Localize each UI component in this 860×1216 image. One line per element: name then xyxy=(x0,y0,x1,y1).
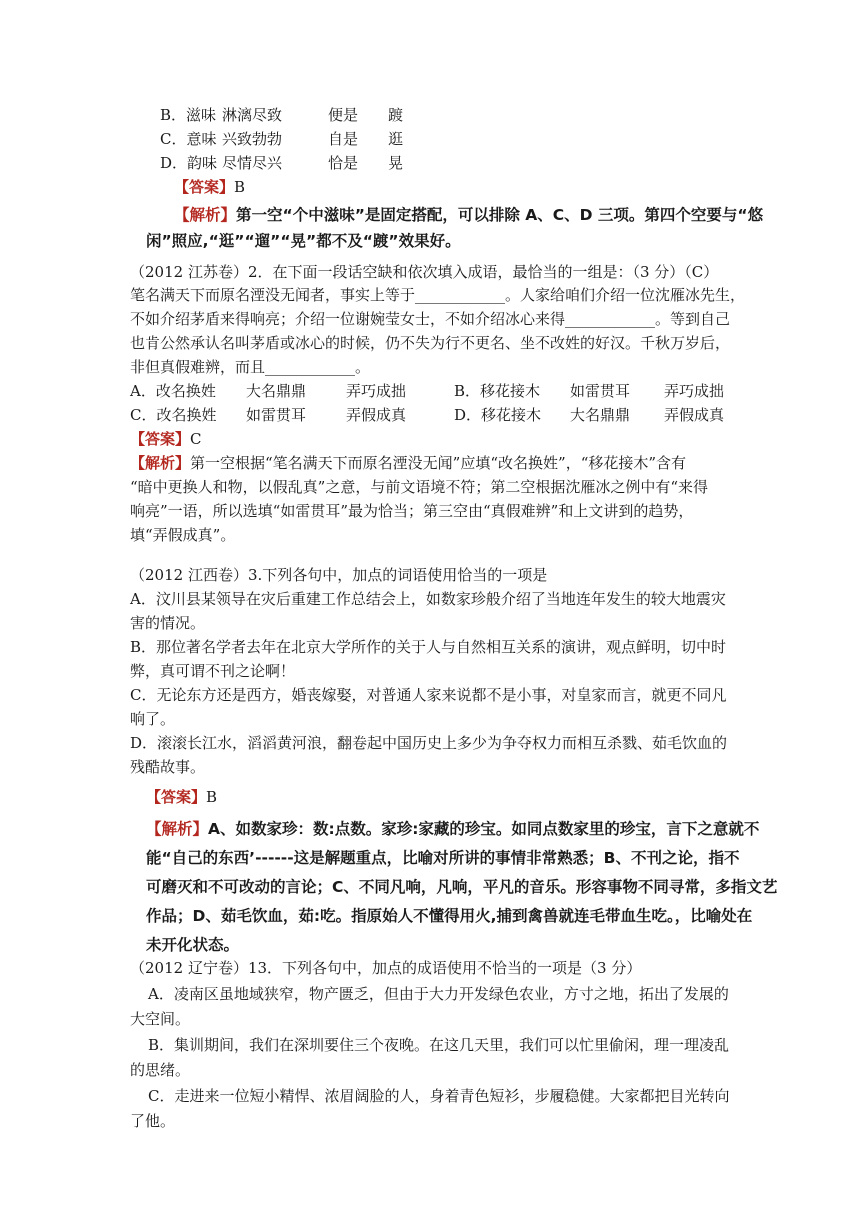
q4-heading: （2012 辽宁卷）13．下列各句中，加点的成语使用不恰当的一项是（3 分） xyxy=(130,959,642,977)
answer-tag: 【答案】 xyxy=(130,430,191,448)
q4-option-c-line-2: 了他。 xyxy=(130,1112,176,1130)
q3-option-d-line-2: 残酷故事。 xyxy=(130,758,206,776)
q2-options-ab: A．改名换姓 大名鼎鼎 弄巧成拙 B．移花接木 如雷贯耳 弄巧成拙 xyxy=(130,382,725,400)
q2-passage-line-1: 笔名满天下而原名湮没无闻者，事实上等于____________。人家给咱们介绍一位沈雁冰先生， xyxy=(130,286,746,304)
q3-option-c-line-1: C．无论东方还是西方，婚丧嫁娶，对普通人家来说都不是小事，对皇家而言，就更不同凡 xyxy=(130,686,727,704)
q2-passage-line-2: 不如介绍茅盾来得响亮；介绍一位谢婉莹女士，不如介绍冰心来得____________。等到自己 xyxy=(130,310,731,328)
q3-analysis-line-1: 【解析】A、如数家珍：数:点数。家珍:家藏的珍宝。如同点数家里的珍宝，言下之意就不 xyxy=(146,820,760,838)
q3-option-a-line-1: A．汶川县某领导在灾后重建工作总结会上，如数家珍般介绍了当地连年发生的较大地震灾 xyxy=(130,590,726,608)
q3-analysis-line-3: 可磨灭和不可改动的言论；C、不同凡响，凡响，平凡的音乐。形容事物不同寻常，多指文艺 xyxy=(146,878,778,896)
q3-option-b-line-1: B．那位著名学者去年在北京大学所作的关于人与自然相互关系的演讲，观点鲜明，切中时 xyxy=(130,638,727,656)
analysis-tag: 【解析】 xyxy=(174,206,237,224)
q2-analysis-line-1: 【解析】第一空根据“笔名满天下而原名湮没无闻”应填“改名换姓”，“移花接木”含有 xyxy=(130,454,687,472)
q1-analysis-line-2: 闲”照应,“逛”“遛”“晃”都不及“踱”效果好。 xyxy=(146,232,461,250)
q2-answer: 【答案】C xyxy=(130,430,202,448)
analysis-tag: 【解析】 xyxy=(146,820,209,838)
q1-answer: 【答案】B xyxy=(174,178,246,196)
q1-option-b: B．滋味 淋漓尽致 便是 踱 xyxy=(160,106,404,124)
q4-option-a-line-1: A．凌南区虽地域狭窄，物产匮乏，但由于大力开发绿色农业，方寸之地，拓出了发展的 xyxy=(148,985,729,1003)
q3-option-c-line-2: 响了。 xyxy=(130,710,176,728)
q4-option-c-line-1: C．走进来一位短小精悍、浓眉阔脸的人，身着青色短衫，步履稳健。大家都把目光转向 xyxy=(148,1087,730,1105)
q2-analysis-line-2: “暗中更换人和物，以假乱真”之意，与前文语境不符；第二空根据沈雁冰之例中有“来得 xyxy=(130,478,709,496)
q3-analysis-line-5: 未开化状态。 xyxy=(146,936,240,954)
q3-analysis-line-4: 作品；D、茹毛饮血，茹:吃。指原始人不懂得用火,捕到禽兽就连毛带血生吃。，比喻处在 xyxy=(146,907,753,925)
q4-option-a-line-2: 大空间。 xyxy=(130,1010,191,1028)
q3-option-a-line-2: 害的情况。 xyxy=(130,614,206,632)
analysis-tag: 【解析】 xyxy=(130,454,191,472)
q3-analysis-line-2: 能“自己的东西’------这是解题重点，比喻对所讲的事情非常熟悉；B、不刊之论，指不 xyxy=(146,849,740,867)
q2-passage-line-3: 也肯公然承认名叫茅盾或冰心的时候，仍不失为行不更名、坐不改姓的好汉。千秋万岁后， xyxy=(130,334,731,352)
q2-options-cd: C．改名换姓 如雷贯耳 弄假成真 D．移花接木 大名鼎鼎 弄假成真 xyxy=(130,406,725,424)
q3-heading: （2012 江西卷）3.下列各句中，加点的词语使用恰当的一项是 xyxy=(130,566,548,584)
q2-analysis-line-4: 填“弄假成真”。 xyxy=(130,526,236,544)
q2-heading: （2012 江苏卷）2．在下面一段话空缺和依次填入成语，最恰当的一组是：（3 分）（C） xyxy=(130,263,719,281)
q4-option-b-line-2: 的思绪。 xyxy=(130,1061,191,1079)
q4-option-b-line-1: B．集训期间，我们在深圳要住三个夜晚。在这几天里，我们可以忙里偷闲，理一理凌乱 xyxy=(148,1036,730,1054)
q1-option-d: D．韵味 尽情尽兴 恰是 晃 xyxy=(160,154,404,172)
answer-tag: 【答案】 xyxy=(174,178,235,196)
q3-option-b-line-2: 弊，真可谓不刊之论啊！ xyxy=(130,662,296,680)
q1-option-c: C．意味 兴致勃勃 自是 逛 xyxy=(160,130,404,148)
q3-answer: 【答案】B xyxy=(146,788,218,806)
answer-tag: 【答案】 xyxy=(146,788,207,806)
q3-option-d-line-1: D．滚滚长江水，滔滔黄河浪，翻卷起中国历史上多少为争夺权力而相互杀戮、茹毛饮血的 xyxy=(130,734,728,752)
q2-passage-line-4: 非但真假难辨，而且____________。 xyxy=(130,358,371,376)
q1-analysis-line-1: 【解析】第一空“个中滋味”是固定搭配，可以排除 A、C、D 三项。第四个空要与“悠 xyxy=(174,206,764,224)
q2-analysis-line-3: 响亮”一语，所以选填“如雷贯耳”最为恰当；第三空由“真假难辨”和上文讲到的趋势， xyxy=(130,502,694,520)
